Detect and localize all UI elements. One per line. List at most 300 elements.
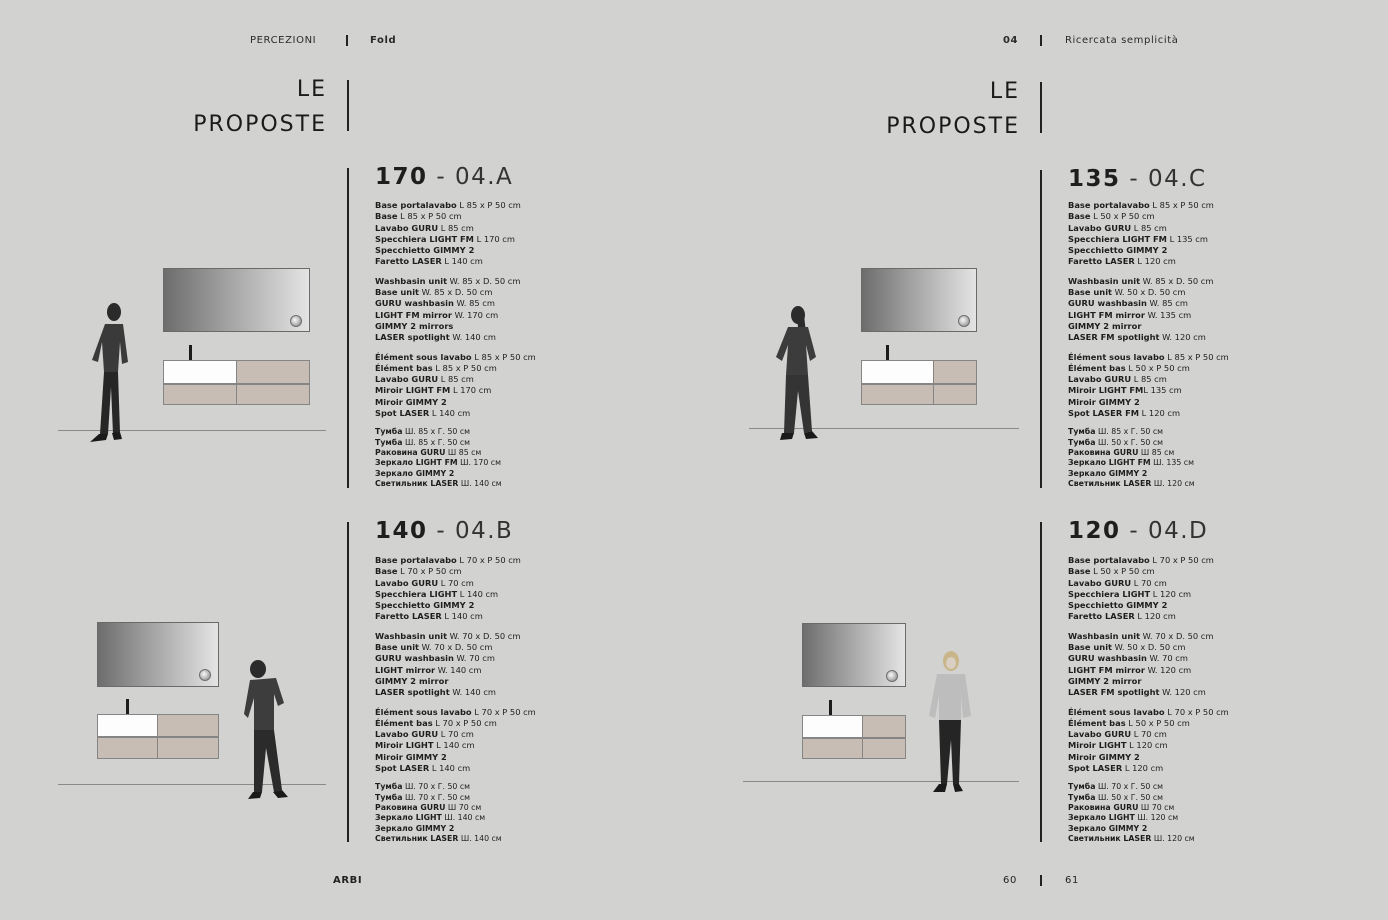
- spec-item-name: Светильник LASER: [375, 478, 459, 488]
- spec-item-dimension: W. 70 x D. 50 cm: [1140, 630, 1214, 641]
- proposal-a-dash: -: [436, 164, 447, 190]
- spec-item-dimension: Ш. 140 см: [458, 478, 502, 488]
- spec-item-dimension: L 140 cm: [441, 256, 483, 267]
- proposal-b-id: 04.B: [454, 518, 514, 544]
- spec-item-name: Lavabo GURU: [375, 222, 439, 233]
- spec-item-name: Miroir GIMMY 2: [1068, 396, 1140, 407]
- spec-item-name: LASER spotlight: [375, 332, 450, 343]
- spec-item-dimension: Ш. 170 см: [457, 458, 501, 468]
- spec-item-name: Faretto LASER: [375, 611, 442, 622]
- spec-item-dimension: L 70 x P 50 cm: [432, 717, 497, 728]
- proposal-c-specs: [1068, 200, 1318, 497]
- spec-item-name: Specchietto GIMMY 2: [1068, 600, 1168, 611]
- spec-item-dimension: Ш. 50 x Г. 50 см: [1095, 437, 1164, 447]
- spec-item-dimension: W. 120 cm: [1159, 332, 1206, 343]
- spec-item-dimension: Ш. 140 см: [441, 813, 486, 823]
- left-title-line1: LE: [296, 77, 327, 102]
- spec-line: [1068, 363, 1318, 374]
- mirror-a: [163, 268, 310, 332]
- spec-line: [1068, 718, 1318, 729]
- spec-line: [375, 793, 625, 803]
- spec-item-dimension: Ш. 120 см: [1151, 833, 1195, 843]
- person-man-icon: [78, 302, 136, 450]
- spec-item-dimension: W. 120 cm: [1144, 664, 1192, 675]
- spec-line: [375, 803, 625, 813]
- drawer-c-2: [933, 360, 977, 384]
- left-title-bar: [347, 80, 349, 131]
- spec-item-name: LIGHT FM mirror: [375, 309, 452, 320]
- spec-line: [375, 448, 625, 458]
- spec-item-dimension: L 120 cm: [1126, 740, 1168, 751]
- spec-line: [1068, 589, 1318, 600]
- drawer-b-1: [97, 737, 158, 759]
- spec-line: [375, 397, 625, 408]
- person-woman-icon: [772, 305, 828, 445]
- spec-item-name: LASER FM spotlight: [1068, 687, 1160, 698]
- spec-item-name: Светильник LASER: [1068, 833, 1152, 843]
- spec-item-dimension: L 140 cm: [433, 740, 475, 751]
- spec-line: [375, 642, 625, 653]
- proposal-c-size: 135: [1068, 166, 1121, 192]
- spec-item-dimension: L 140 cm: [429, 763, 471, 774]
- spec-line: [375, 374, 625, 385]
- spec-item-dimension: L 135 cm: [1143, 385, 1182, 396]
- spec-group-it: [1068, 200, 1318, 268]
- spec-line: [1068, 813, 1318, 823]
- spec-item-dimension: Ш 85 см: [445, 447, 482, 457]
- spec-item-dimension: L 70 x P 50 cm: [1164, 706, 1229, 717]
- proposal-d-specs: [1068, 555, 1318, 852]
- gimmy-mirror-a: [290, 315, 302, 327]
- spec-item-name: Зеркало GIMMY 2: [1068, 823, 1148, 833]
- spec-item-name: Washbasin unit: [1068, 630, 1141, 641]
- spec-item-name: Base portalavabo: [1068, 555, 1150, 565]
- spec-line: [1068, 298, 1318, 309]
- spec-item-dimension: Ш. 140 см: [458, 833, 502, 843]
- spec-line: [1068, 469, 1318, 479]
- spec-item-name: Miroir LIGHT: [1068, 740, 1127, 751]
- spec-line: [375, 223, 625, 234]
- proposal-a-bar: [347, 168, 349, 488]
- footer-brand: ARBI: [333, 875, 363, 886]
- spec-item-dimension: W. 50 x D. 50 cm: [1112, 287, 1186, 298]
- spec-item-dimension: W. 140 cm: [449, 687, 496, 698]
- person-man-2-icon: [240, 658, 302, 803]
- spec-group-ru: [375, 782, 625, 844]
- spec-line: [1068, 578, 1318, 589]
- spec-item-dimension: L 85 cm: [438, 222, 474, 233]
- drawer-b-2: [157, 714, 219, 737]
- spec-line: [375, 740, 625, 751]
- spec-item-dimension: L 120 cm: [1122, 763, 1164, 774]
- spec-item-name: Раковина GURU: [375, 447, 446, 457]
- spec-line: [1068, 782, 1318, 792]
- spec-item-dimension: L 50 x P 50 cm: [1090, 211, 1155, 222]
- spec-line: [375, 200, 625, 211]
- spec-item-name: Раковина GURU: [375, 802, 446, 812]
- right-title-bar: [1040, 82, 1042, 133]
- spec-line: [1068, 287, 1318, 298]
- spec-line: [1068, 374, 1318, 385]
- spec-item-dimension: W. 140 cm: [449, 332, 496, 343]
- spec-item-name: GIMMY 2 mirror: [375, 675, 449, 686]
- spec-group-en: [375, 631, 625, 699]
- spec-line: [1068, 803, 1318, 813]
- spec-item-name: LIGHT FM mirror: [1068, 309, 1145, 320]
- person-woman-2-icon: [923, 650, 975, 796]
- proposal-d-bar: [1040, 522, 1042, 842]
- spec-item-dimension: L 85 x P 50 cm: [456, 200, 521, 210]
- spec-item-dimension: W. 85 x D. 50 cm: [1140, 275, 1214, 286]
- spec-item-name: Lavabo GURU: [1068, 222, 1132, 233]
- spec-line: [1068, 276, 1318, 287]
- proposal-b-size: 140: [375, 518, 428, 544]
- spec-item-name: Faretto LASER: [375, 256, 442, 267]
- spec-group-it: [1068, 555, 1318, 623]
- left-page-title: [150, 72, 327, 142]
- spec-item-dimension: L 120 cm: [1150, 588, 1192, 599]
- spec-item-dimension: L 70 cm: [438, 729, 474, 740]
- spec-line: [1068, 566, 1318, 577]
- spec-item-dimension: W. 70 cm: [1146, 653, 1188, 664]
- spec-line: [375, 363, 625, 374]
- spec-item-dimension: W. 85 x D. 50 cm: [419, 287, 493, 298]
- spec-line: [375, 408, 625, 419]
- spec-line: [1068, 665, 1318, 676]
- proposal-d-id: 04.D: [1147, 518, 1209, 544]
- spec-item-dimension: W. 140 cm: [435, 664, 482, 675]
- spec-line: [1068, 245, 1318, 256]
- spec-item-dimension: L 120 cm: [1134, 611, 1176, 622]
- spec-line: [375, 665, 625, 676]
- spec-line: [1068, 611, 1318, 622]
- proposal-b-code: [375, 518, 513, 544]
- spec-item-dimension: W. 85 cm: [453, 298, 495, 309]
- spec-item-name: Élément bas: [1068, 362, 1126, 373]
- spec-item-name: Lavabo GURU: [375, 729, 439, 740]
- spec-line: [375, 578, 625, 589]
- spec-item-dimension: L 85 cm: [1131, 374, 1167, 385]
- spec-item-dimension: W. 70 x D. 50 cm: [447, 630, 521, 641]
- sink-c: [861, 360, 934, 384]
- spec-line: [1068, 763, 1318, 774]
- proposal-d-size: 120: [1068, 518, 1121, 544]
- sink-d: [802, 715, 863, 738]
- spec-line: [375, 332, 625, 343]
- spec-line: [375, 276, 625, 287]
- spec-item-name: GURU washbasin: [375, 298, 454, 309]
- spec-item-name: GURU washbasin: [1068, 298, 1147, 309]
- spec-line: [375, 631, 625, 642]
- spec-line: [1068, 223, 1318, 234]
- spec-item-name: Base unit: [375, 287, 420, 298]
- header-chapter-subtitle: Ricercata semplicità: [1065, 35, 1179, 46]
- spec-item-name: Base unit: [375, 642, 420, 653]
- spec-item-name: LASER spotlight: [375, 687, 450, 698]
- spec-item-dimension: L 70 cm: [1131, 577, 1167, 588]
- proposal-a-id: 04.A: [454, 164, 514, 190]
- spec-line: [1068, 479, 1318, 489]
- spec-line: [375, 385, 625, 396]
- spec-item-name: Specchiera LIGHT: [375, 588, 458, 599]
- proposal-c-code: [1068, 166, 1207, 192]
- spec-item-name: Washbasin unit: [375, 275, 448, 286]
- spec-item-dimension: L 140 cm: [441, 611, 483, 622]
- drawer-c-3: [933, 384, 977, 405]
- spec-item-dimension: L 140 cm: [429, 408, 471, 419]
- spec-line: [375, 824, 625, 834]
- sink-b: [97, 714, 158, 737]
- spec-item-dimension: L 70 x P 50 cm: [397, 566, 462, 577]
- spec-item-name: Lavabo GURU: [375, 577, 439, 588]
- proposal-c-id: 04.C: [1147, 166, 1207, 192]
- spec-item-dimension: W. 50 x D. 50 cm: [1112, 642, 1186, 653]
- spec-item-name: Specchiera LIGHT FM: [375, 233, 474, 244]
- spec-item-dimension: Ш. 120 см: [1151, 478, 1195, 488]
- spec-line: [375, 469, 625, 479]
- spec-item-dimension: W. 120 cm: [1159, 687, 1206, 698]
- spec-item-dimension: L 70 cm: [438, 577, 474, 588]
- proposal-c-dash: -: [1129, 166, 1140, 192]
- spec-item-name: Élément bas: [375, 717, 433, 728]
- spec-line: [375, 653, 625, 664]
- spec-item-dimension: L 85 cm: [1131, 222, 1167, 233]
- spec-line: [375, 718, 625, 729]
- spec-line: [375, 687, 625, 698]
- spec-item-name: Lavabo GURU: [1068, 729, 1132, 740]
- spec-item-name: Élément sous lavabo: [1068, 706, 1165, 717]
- spec-item-name: Lavabo GURU: [1068, 577, 1132, 588]
- spec-item-name: Specchiera LIGHT FM: [1068, 233, 1167, 244]
- drawer-a-2: [236, 360, 310, 384]
- drawer-d-2: [862, 715, 906, 738]
- spec-line: [375, 729, 625, 740]
- left-title-line2: PROPOSTE: [193, 112, 327, 137]
- spec-group-it: [375, 555, 625, 623]
- spec-item-name: Washbasin unit: [1068, 275, 1141, 286]
- spec-item-dimension: L 120 cm: [1134, 256, 1176, 267]
- spec-item-name: Spot LASER: [375, 763, 430, 774]
- spec-item-dimension: Ш. 70 x Г. 50 см: [1095, 782, 1164, 792]
- spec-line: [375, 298, 625, 309]
- spec-line: [1068, 427, 1318, 437]
- spec-line: [1068, 687, 1318, 698]
- spec-item-dimension: Ш. 70 x Г. 50 см: [402, 782, 471, 792]
- spec-item-dimension: Ш. 70 x Г. 50 см: [402, 792, 471, 802]
- header-chapter-number: 04: [1003, 35, 1019, 46]
- spec-item-name: Miroir GIMMY 2: [375, 396, 447, 407]
- spec-item-name: Зеркало GIMMY 2: [375, 468, 455, 478]
- spec-item-name: Тумба: [375, 782, 403, 792]
- spec-line: [1068, 834, 1318, 844]
- spec-item-name: Spot LASER FM: [1068, 408, 1140, 419]
- spec-item-dimension: L 70 x P 50 cm: [456, 555, 521, 565]
- spec-group-en: [1068, 276, 1318, 344]
- spec-group-ru: [1068, 782, 1318, 844]
- spec-group-fr: [375, 707, 625, 775]
- spec-line: [375, 310, 625, 321]
- spec-line: [1068, 352, 1318, 363]
- spec-item-dimension: L 170 cm: [473, 233, 515, 244]
- spec-line: [375, 245, 625, 256]
- spec-item-name: Miroir LIGHT: [375, 740, 434, 751]
- spec-group-fr: [375, 352, 625, 420]
- spec-item-dimension: W. 170 cm: [451, 309, 499, 320]
- spec-group-en: [1068, 631, 1318, 699]
- spec-line: [1068, 256, 1318, 267]
- spec-item-dimension: W. 85 cm: [1146, 298, 1188, 309]
- footer-divider: [1040, 875, 1042, 886]
- spec-line: [1068, 676, 1318, 687]
- spec-line: [375, 600, 625, 611]
- spec-item-dimension: L 50 x P 50 cm: [1125, 362, 1190, 373]
- spec-item-name: Base: [1068, 211, 1091, 222]
- spec-item-name: Base portalavabo: [1068, 200, 1150, 210]
- proposal-b-dash: -: [436, 518, 447, 544]
- proposal-c-bar: [1040, 170, 1042, 488]
- spec-line: [1068, 555, 1318, 566]
- spec-item-name: LASER FM spotlight: [1068, 332, 1160, 343]
- drawer-b-3: [157, 737, 219, 759]
- spec-group-en: [375, 276, 625, 344]
- spec-item-name: Раковина GURU: [1068, 802, 1139, 812]
- spec-group-it: [375, 200, 625, 268]
- spec-item-dimension: L 85 x P 50 cm: [1164, 351, 1229, 362]
- spec-item-name: Base: [375, 211, 398, 222]
- spec-line: [1068, 448, 1318, 458]
- proposal-d-dash: -: [1129, 518, 1140, 544]
- spec-item-name: Specchietto GIMMY 2: [375, 245, 475, 256]
- spec-line: [1068, 824, 1318, 834]
- faucet-b: [126, 699, 129, 715]
- spec-item-dimension: L 50 x P 50 cm: [1125, 717, 1190, 728]
- spec-item-name: Spot LASER: [1068, 763, 1123, 774]
- spec-item-name: GURU washbasin: [1068, 653, 1147, 664]
- spec-item-name: Тумба: [1068, 437, 1096, 447]
- spec-item-name: Светильник LASER: [1068, 478, 1152, 488]
- proposal-a-size: 170: [375, 164, 428, 190]
- spec-item-name: Miroir LIGHT FM: [375, 385, 451, 396]
- spec-item-dimension: L 85 x P 50 cm: [471, 351, 536, 362]
- spec-item-dimension: L 85 x P 50 cm: [432, 362, 497, 373]
- spec-item-name: Base: [375, 566, 398, 577]
- spec-line: [1068, 397, 1318, 408]
- spec-line: [375, 234, 625, 245]
- spec-line: [375, 352, 625, 363]
- spec-item-name: LIGHT FM mirror: [1068, 664, 1145, 675]
- spec-item-name: Зеркало LIGHT FM: [375, 458, 458, 468]
- spec-item-dimension: L 85 x P 50 cm: [1149, 200, 1214, 210]
- spec-line: [1068, 200, 1318, 211]
- spec-item-name: Washbasin unit: [375, 630, 448, 641]
- spec-line: [1068, 600, 1318, 611]
- spec-line: [375, 707, 625, 718]
- faucet-d: [829, 700, 832, 716]
- spec-item-dimension: W. 70 x D. 50 cm: [419, 642, 493, 653]
- spec-item-name: Specchietto GIMMY 2: [375, 600, 475, 611]
- spec-item-dimension: L 85 cm: [438, 374, 474, 385]
- spec-item-name: Élément sous lavabo: [375, 351, 472, 362]
- spec-line: [375, 287, 625, 298]
- spec-line: [375, 752, 625, 763]
- drawer-a-1: [163, 384, 237, 405]
- proposal-b-bar: [347, 522, 349, 842]
- spec-group-ru: [1068, 427, 1318, 489]
- floor-line-d: [743, 781, 1019, 782]
- spec-item-dimension: W. 70 cm: [453, 653, 495, 664]
- spec-line: [1068, 729, 1318, 740]
- header-divider: [346, 35, 348, 46]
- spec-line: [1068, 752, 1318, 763]
- spec-item-name: GIMMY 2 mirror: [1068, 675, 1142, 686]
- drawer-d-3: [862, 738, 906, 759]
- spec-item-name: Élément bas: [375, 362, 433, 373]
- spec-line: [375, 763, 625, 774]
- drawer-c-1: [861, 384, 934, 405]
- footer-page-left: 60: [1003, 875, 1017, 886]
- spec-item-dimension: L 70 x P 50 cm: [471, 706, 536, 717]
- spec-line: [375, 782, 625, 792]
- spec-line: [1068, 707, 1318, 718]
- spec-item-dimension: L 50 x P 50 cm: [1090, 566, 1155, 577]
- spec-line: [375, 438, 625, 448]
- spec-line: [1068, 211, 1318, 222]
- spec-item-dimension: L 70 x P 50 cm: [1149, 555, 1214, 565]
- spec-item-name: Faretto LASER: [1068, 611, 1135, 622]
- spec-item-dimension: Ш. 135 см: [1150, 458, 1194, 468]
- spec-item-name: Base unit: [1068, 287, 1113, 298]
- faucet-a: [189, 345, 192, 361]
- header-product: [370, 35, 396, 46]
- spec-item-name: Miroir LIGHT FM: [1068, 385, 1144, 396]
- gimmy-mirror-d: [886, 670, 898, 682]
- spec-item-name: Lavabo GURU: [375, 374, 439, 385]
- right-title-line1: LE: [989, 79, 1020, 104]
- spec-line: [1068, 438, 1318, 448]
- spec-line: [1068, 653, 1318, 664]
- header-section: PERCEZIONI: [250, 35, 317, 46]
- spec-item-dimension: L 135 cm: [1166, 233, 1208, 244]
- spec-line: [375, 256, 625, 267]
- spec-item-name: Base portalavabo: [375, 555, 457, 565]
- spec-item-dimension: L 120 cm: [1139, 408, 1181, 419]
- spec-line: [375, 211, 625, 222]
- spec-line: [1068, 234, 1318, 245]
- spec-item-dimension: Ш. 50 x Г. 50 см: [1095, 792, 1164, 802]
- spec-line: [375, 611, 625, 622]
- drawer-a-3: [236, 384, 310, 405]
- spec-item-name: Élément bas: [1068, 717, 1126, 728]
- spec-group-fr: [1068, 707, 1318, 775]
- spec-item-name: GIMMY 2 mirror: [1068, 320, 1142, 331]
- spec-item-dimension: L 70 cm: [1131, 729, 1167, 740]
- right-page-title: [840, 74, 1020, 144]
- spec-item-dimension: Ш 70 см: [445, 802, 482, 812]
- spec-item-dimension: Ш 70 см: [1138, 802, 1175, 812]
- spec-item-name: Élément sous lavabo: [375, 706, 472, 717]
- spec-line: [1068, 740, 1318, 751]
- spec-line: [375, 813, 625, 823]
- proposal-a-code: [375, 164, 513, 190]
- proposal-a-specs: [375, 200, 625, 497]
- spec-line: [1068, 321, 1318, 332]
- spec-item-name: Зеркало LIGHT: [1068, 813, 1135, 823]
- right-title-line2: PROPOSTE: [886, 114, 1020, 139]
- spec-item-dimension: Ш. 85 x Г. 50 см: [1095, 427, 1164, 437]
- spec-item-name: Тумба: [375, 792, 403, 802]
- spec-item-name: Тумба: [375, 437, 403, 447]
- proposal-b-specs: [375, 555, 625, 852]
